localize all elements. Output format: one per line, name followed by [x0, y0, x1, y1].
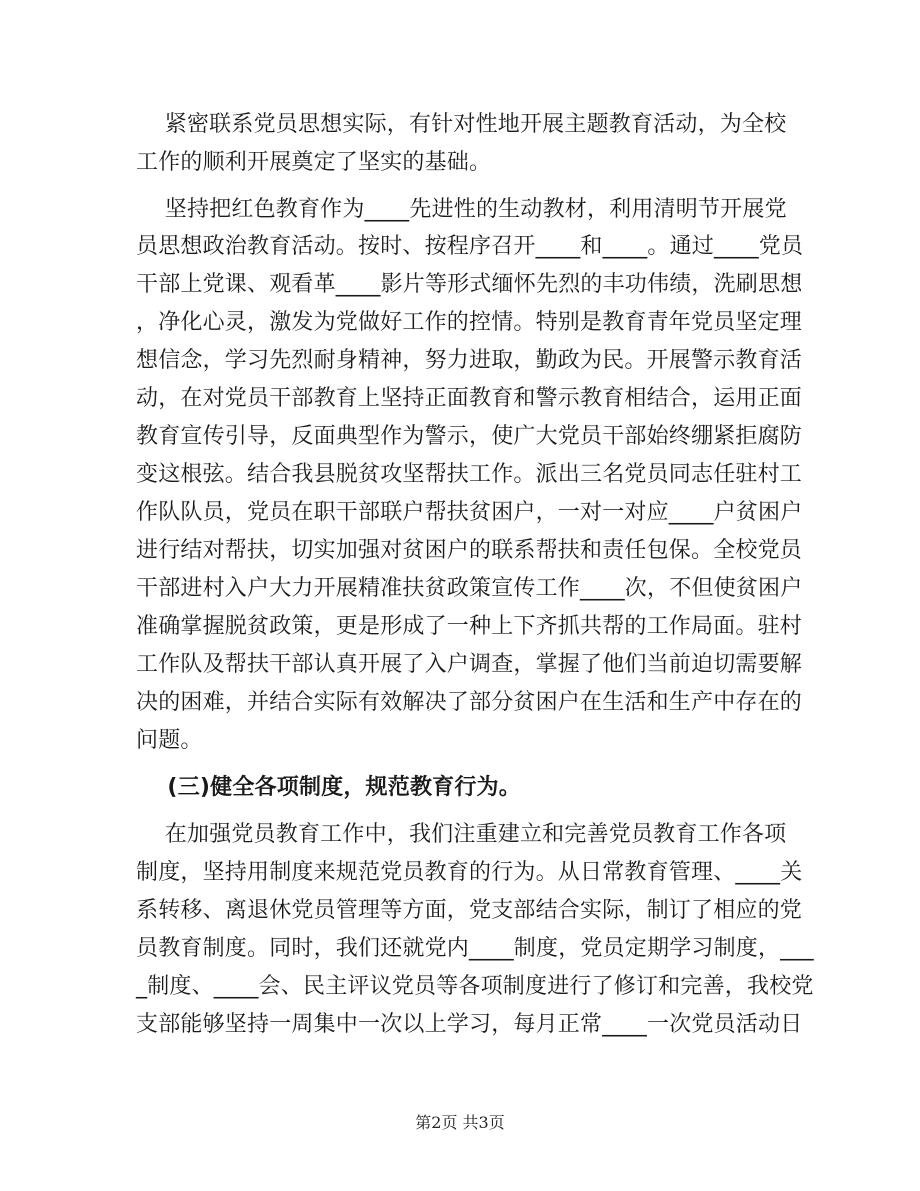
text-line: 员思想政治教育活动。按时、按程序召开____和____。通过____党员	[136, 234, 804, 259]
text-line: 想信念，学习先烈耐身精神，努力进取，勤政为民。开展警示教育活	[136, 348, 803, 373]
text-line: 工作的顺利开展奠定了坚实的基础。	[136, 150, 492, 175]
text-line: 准确掌握脱贫政策，更是形成了一种上下齐抓共帮的工作局面。驻村	[136, 614, 803, 639]
text-line: 员教育制度。同时，我们还就党内____制度，党员定期学习制度，___	[136, 936, 814, 961]
text-line: 进行结对帮扶，切实加强对贫困户的联系帮扶和责任包保。全校党员	[136, 538, 803, 563]
text-line: 制度，坚持用制度来规范党员教育的行为。从日常教育管理、____关	[136, 860, 803, 885]
page-number: 第2页 共3页	[415, 1113, 505, 1132]
text-line: 变这根弦。结合我县脱贫攻坚帮扶工作。派出三名党员同志任驻村工	[136, 462, 803, 487]
text-line: 教育宣传引导，反面典型作为警示，使广大党员干部始终绷紧拒腐防	[136, 424, 803, 449]
text-line: 问题。	[136, 728, 203, 753]
text-line: 工作队及帮扶干部认真开展了入户调查，掌握了他们当前迫切需要解	[136, 652, 803, 677]
text-line: _制度、____会、民主评议党员等各项制度进行了修订和完善，我校党	[136, 974, 814, 999]
text-line: 动，在对党员干部教育上坚持正面教育和警示教育相结合，运用正面	[136, 386, 803, 411]
text-line: 作队队员，党员在职干部联户帮扶贫困户，一对一对应____户贫困户	[136, 500, 803, 525]
text-line: ，净化心灵，激发为党做好工作的控情。特别是教育青年党员坚定理	[136, 310, 803, 335]
text-line: 在加强党员教育工作中，我们注重建立和完善党员教育工作各项	[136, 822, 787, 847]
text-line: 支部能够坚持一周集中一次以上学习，每月正常____一次党员活动日	[136, 1012, 803, 1037]
text-line: 干部上党课、观看革____影片等形式缅怀先烈的丰功伟绩，洗刷思想	[136, 272, 803, 297]
text-line: 干部进村入户大力开展精准扶贫政策宣传工作____次，不但使贫困户	[136, 576, 803, 601]
text-line: 紧密联系党员思想实际，有针对性地开展主题教育活动，为全校	[136, 112, 787, 137]
section-heading: (三)健全各项制度，规范教育行为。	[136, 775, 521, 800]
text-line: 系转移、离退休党员管理等方面，党支部结合实际，制订了相应的党	[136, 898, 803, 923]
text-line: 决的困难，并结合实际有效解决了部分贫困户在生活和生产中存在的	[136, 690, 803, 715]
text-line: 坚持把红色教育作为____先进性的生动教材，利用清明节开展党	[136, 197, 787, 222]
